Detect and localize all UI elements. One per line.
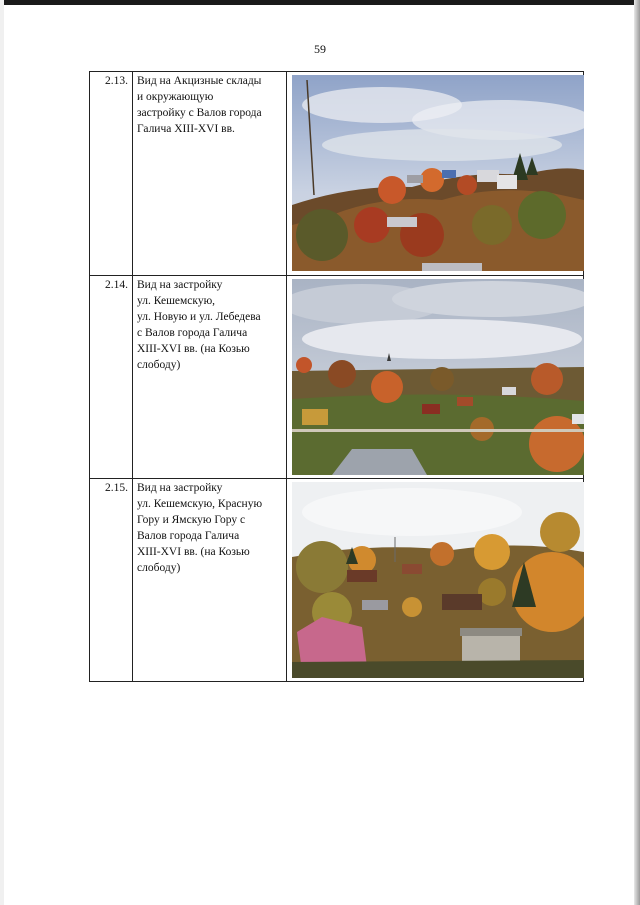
photo-kozya-sloboda-2 xyxy=(292,482,584,678)
row-number: 2.15. xyxy=(90,479,133,682)
row-description xyxy=(133,479,287,682)
photo-excise-warehouses xyxy=(292,75,584,271)
row-description xyxy=(133,276,287,479)
description-line: XIII-XVI вв. (на Козью xyxy=(137,546,250,558)
description-line: Валов города Галича xyxy=(137,530,240,542)
photo-table xyxy=(89,71,584,682)
description-line: слободу) xyxy=(137,359,181,371)
row-number: 2.14. xyxy=(90,276,133,479)
description-line: и окружающую xyxy=(137,91,214,103)
photo-cell xyxy=(287,72,584,276)
scan-right-edge xyxy=(634,0,640,905)
scan-top-edge xyxy=(0,0,640,5)
description-line: с Валов города Галича xyxy=(137,327,248,339)
row-number: 2.13. xyxy=(90,72,133,276)
description-line: ул. Кешемскую, Красную xyxy=(137,498,263,510)
description-line: Гору и Ямскую Гору с xyxy=(137,514,246,526)
table-row xyxy=(90,479,584,682)
description-line: Галича XIII-XVI вв. xyxy=(137,123,235,135)
row-description xyxy=(133,72,287,276)
photo-image xyxy=(292,75,584,271)
description-line: слободу) xyxy=(137,562,181,574)
table-row xyxy=(90,276,584,479)
photo-image xyxy=(292,279,584,475)
description-line: ул. Кешемскую, xyxy=(137,295,216,307)
photo-cell xyxy=(287,479,584,682)
description-line: Вид на застройку xyxy=(137,482,223,494)
description-line: Вид на застройку xyxy=(137,279,223,291)
photo-cell xyxy=(287,276,584,479)
table-row xyxy=(90,72,584,276)
description-line: ул. Новую и ул. Лебедева xyxy=(137,311,261,323)
photo-kozya-sloboda-1 xyxy=(292,279,584,475)
description-line: Вид на Акцизные склады xyxy=(137,75,262,87)
page-number: 59 xyxy=(314,42,326,56)
scan-left-edge xyxy=(0,0,4,905)
description-line: XIII-XVI вв. (на Козью xyxy=(137,343,250,355)
description-line: застройку с Валов города xyxy=(137,107,262,119)
photo-image xyxy=(292,482,584,678)
